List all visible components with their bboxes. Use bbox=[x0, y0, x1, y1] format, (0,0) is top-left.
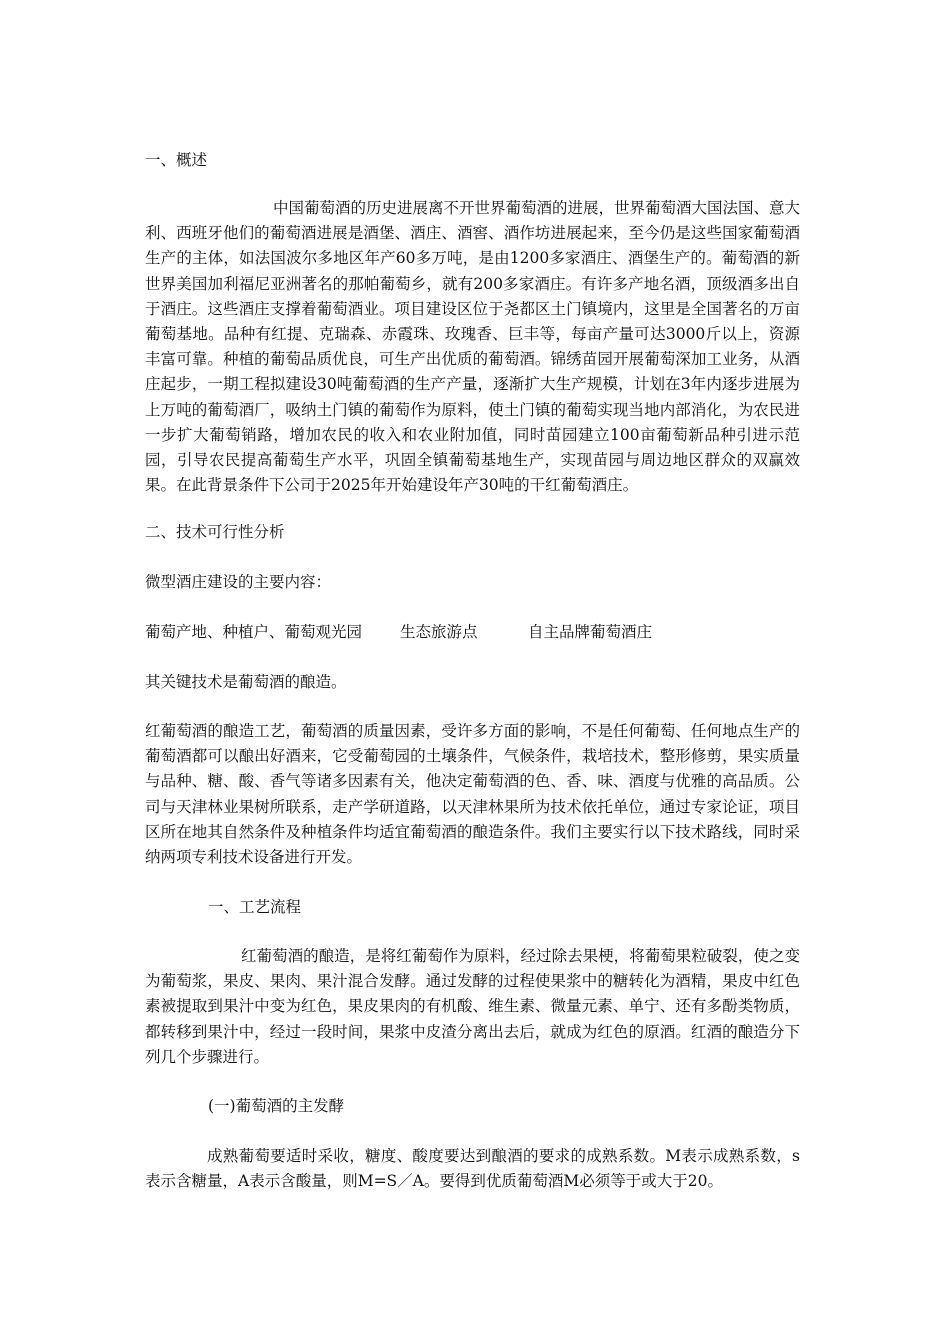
section-heading-overview: 一、概述 bbox=[145, 151, 208, 169]
subheading-main-fermentation: (一)葡萄酒的主发酵 bbox=[208, 1097, 345, 1115]
content-item: 自主品牌葡萄酒庄 bbox=[528, 623, 653, 641]
subheading-process-flow: 一、工艺流程 bbox=[208, 898, 302, 916]
construction-content-items bbox=[145, 620, 800, 646]
technical-paragraph: 红葡萄酒的酿造工艺，葡萄酒的质量因素，受许多方面的影响，不是任何葡萄、任何地点生产的葡萄酒都可以酿出好酒来，它受葡萄园的土壤条件，气候条件，栽培技术，整形修剪，果实质量与品种、糖、酸、香气等诸多因素有关，他决定葡萄酒的色、香、味、酒度与优雅的高品质。公司与天津林业果树所联系，走产学研道路，以天津林果所为技术依托单位，通过专家论证，项目区所在地其自然条件及种植条件均适宜葡萄酒的酿造条件。我们主要实行以下技术路线，同时采纳两项专利技术设备进行开发。 bbox=[145, 722, 800, 867]
content-item: 生态旅游点 bbox=[400, 623, 478, 641]
process-paragraph: 红葡萄酒的酿造，是将红葡萄作为原料，经过除去果梗，将葡萄果粒破裂，使之变为葡萄浆，果皮、果肉、果汁混合发酵。通过发酵的过程使果浆中的糖转化为酒精，果皮中红色素被提取到果汁中变为红色，果皮果肉的有机酸、维生素、微量元素、单宁、还有多酚类物质，都转移到果汁中，经过一段时间，果浆中皮渣分离出去后，就成为红色的原酒。红酒的酿造分下列几个步骤进行。 bbox=[145, 947, 800, 1066]
overview-paragraph: 中国葡萄酒的历史进展离不开世界葡萄酒的进展，世界葡萄酒大国法国、意大利、西班牙他们的葡萄酒进展是酒堡、酒庄、酒窖、酒作坊进展起来，至今仍是这些国家葡萄酒生产的主体，如法国波尔多地区年产60多万吨，是由1200多家酒庄、酒堡生产的。葡萄酒的新世界美国加利福尼亚洲著名的那帕葡萄乡，就有200多家酒庄。有许多产地名酒，顶级酒多出自于酒庄。这些酒庄支撑着葡萄酒业。项目建设区位于尧都区土门镇境内，这里是全国著名的万亩葡萄基地。品种有红提、克瑞森、赤霞珠、玫瑰香、巨丰等，每亩产量可达3000斤以上，资源丰富可靠。种植的葡萄品质优良，可生产出优质的葡萄酒。锦绣苗园开展葡萄深加工业务，从酒庄起步，一期工程拟建设30吨葡萄酒的生产产量，逐渐扩大生产规模，计划在3年内逐步进展为上万吨的葡萄酒厂，吸纳土门镇的葡萄作为原料，使土门镇的葡萄实现当地内部消化，为农民进一步扩大葡萄销路，增加农民的收入和农业附加值，同时苗园建立100亩葡萄新品种引进示范园，引导农民提高葡萄生产水平，巩固全镇葡萄基地生产，实现苗园与周边地区群众的双赢效果。在此背景条件下公司于2025年开始建设年产30吨的干红葡萄酒庄。 bbox=[145, 199, 801, 495]
content-item: 葡萄产地、种植户、葡萄观光园 bbox=[145, 623, 363, 641]
section-heading-technical-feasibility: 二、技术可行性分析 bbox=[145, 523, 285, 541]
key-technology-text: 其关键技术是葡萄酒的酿造。 bbox=[145, 673, 347, 691]
fermentation-paragraph: 成熟葡萄要适时采收，糖度、酸度要达到酿酒的要求的成熟系数。M表示成熟系数，s表示含糖量，A表示含酸量，则M=S／A。要得到优质葡萄酒M必须等于或大于20。 bbox=[145, 1147, 800, 1191]
construction-content-intro: 微型酒庄建设的主要内容： bbox=[145, 573, 332, 591]
